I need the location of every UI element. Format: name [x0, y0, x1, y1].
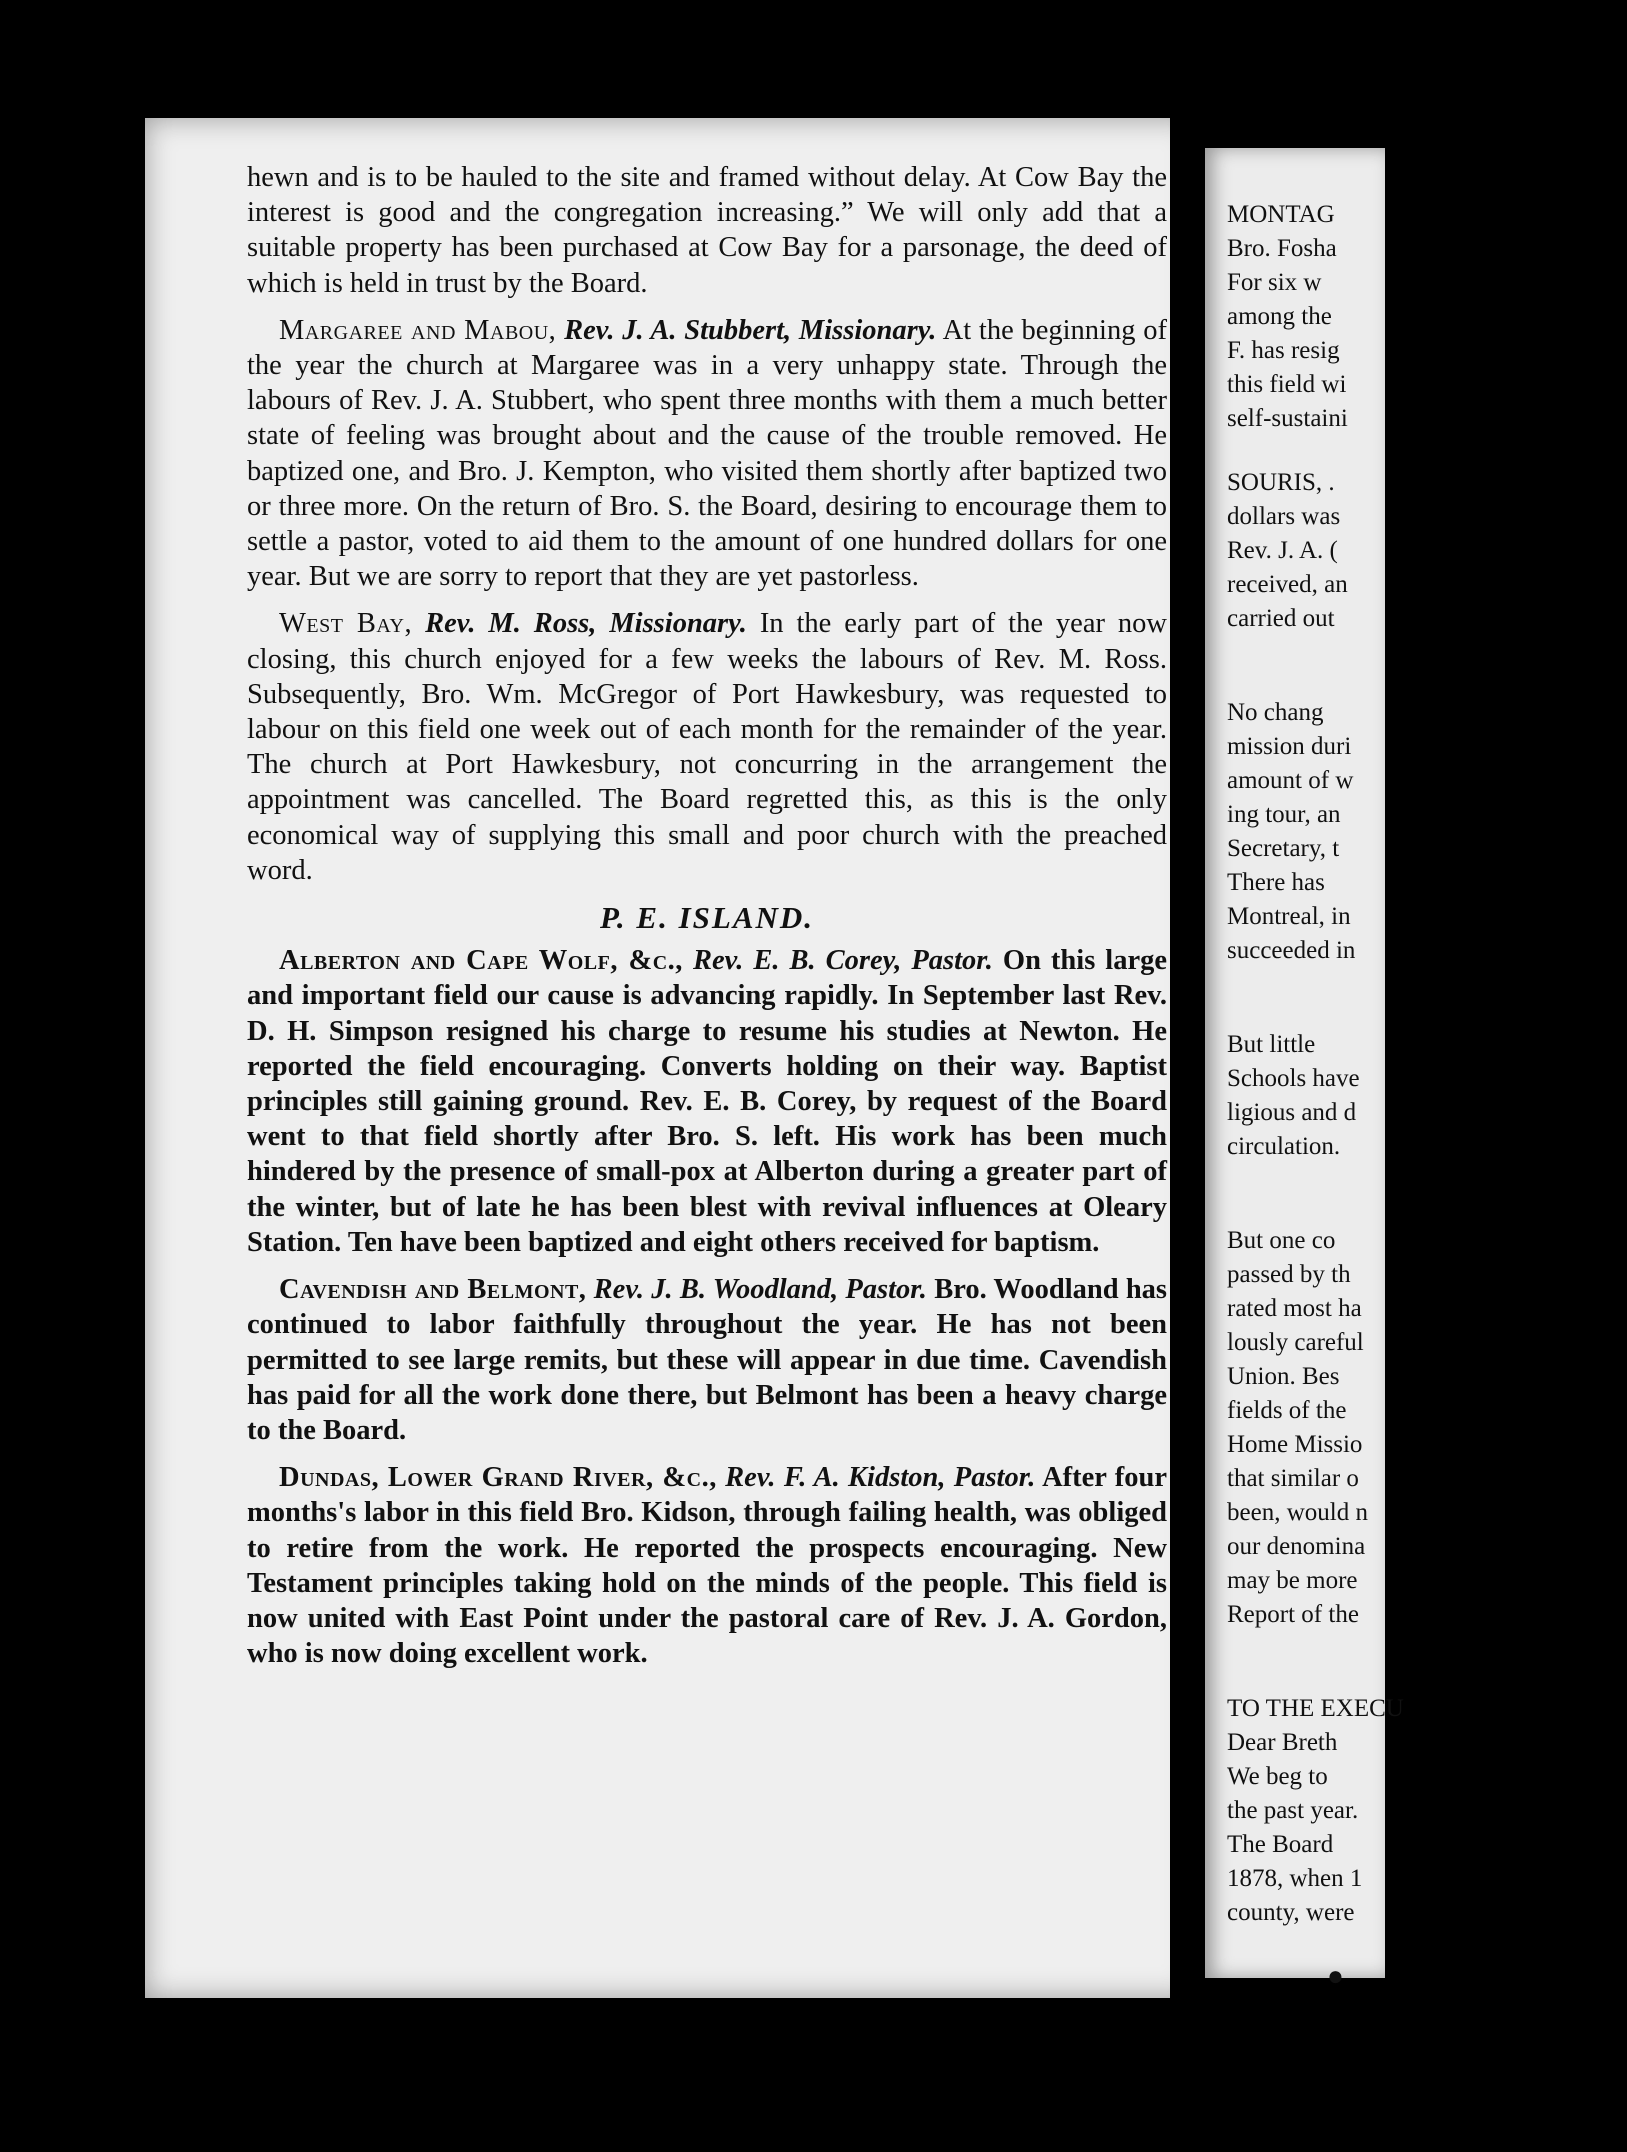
right-page-line: Report of the: [1227, 1601, 1359, 1628]
right-page-line: dollars was: [1227, 503, 1341, 530]
right-page-line: [1227, 666, 1627, 696]
right-page-line: the past year.: [1227, 1797, 1359, 1824]
right-page-line: Bro. Fosha: [1227, 235, 1337, 262]
right-page-line: mission duri: [1227, 733, 1352, 760]
paragraph-margaree: [247, 313, 1167, 595]
right-page-line: circulation.: [1227, 1133, 1341, 1160]
field-name: Alberton and Cape Wolf, &c.,: [279, 945, 683, 977]
right-page-line: We beg to: [1227, 1763, 1328, 1790]
right-page-line: carried out: [1227, 605, 1335, 632]
pastor-name: Rev. E. B. Corey, Pastor.: [692, 945, 993, 977]
right-page-line: 1878, when 1: [1227, 1865, 1363, 1892]
paragraph-body: On this large and important field our cause is advancing rapidly. In September last Rev. D. H. Simpson resigned his charge to resume his studies at Newton. He reported the field encouraging. Converts holding on their way. Baptist principles still gaining ground. Rev. E. B. Corey, by request of the Board went to that field shortly after Bro. S. left. His work has been much hindered by the presence of small-pox at Alberton during a greater part of the winter, but of late he has been blest with revival influences at Oleary Station. Ten have been baptized and eight others received for baptism.: [247, 945, 1168, 1258]
paragraph-cavendish: [247, 1272, 1167, 1448]
right-page-line: Schools have: [1227, 1065, 1360, 1092]
right-page-line: amount of w: [1227, 767, 1354, 794]
right-page-line: [1227, 1662, 1627, 1692]
right-page-line: fields of the: [1227, 1397, 1347, 1424]
right-page-line: There has: [1227, 869, 1325, 896]
book-page-right: [1205, 148, 1404, 1992]
paragraph-alberton: [247, 943, 1167, 1260]
right-page-line: Dear Breth: [1227, 1729, 1338, 1756]
right-page-line: [1227, 1930, 1627, 1960]
right-page-line: succeeded in: [1227, 937, 1356, 964]
field-name: Dundas, Lower Grand River, &c.,: [279, 1462, 717, 1494]
right-page-line: Montreal, in: [1227, 903, 1351, 930]
right-page-line: But one co: [1227, 1227, 1336, 1254]
pastor-name: Rev. F. A. Kidston, Pastor.: [725, 1462, 1036, 1494]
right-page-line: ●: [1327, 1961, 1344, 1992]
right-page-line: SOURIS, .: [1227, 469, 1335, 496]
pastor-name: Rev. M. Ross, Missionary.: [425, 608, 747, 640]
right-page-line: our denomina: [1227, 1533, 1366, 1560]
right-page-line: may be more: [1227, 1567, 1358, 1594]
right-page-line: [1227, 436, 1627, 466]
field-name: Margaree and Mabou,: [279, 314, 557, 346]
paragraph-west-bay: [247, 606, 1167, 888]
right-page-line: Home Missio: [1227, 1431, 1363, 1458]
book-gutter: [1170, 118, 1210, 1998]
pastor-name: Rev. J. A. Stubbert, Missionary.: [564, 314, 937, 346]
right-page-line: received, an: [1227, 571, 1348, 598]
paragraph-body: Bro. Woodland has continued to labor faithfully throughout the year. He has not been permitted to see large remits, but these will appear in due time. Cavendish has paid for all the work done there, but Belmont has been a heavy charge to the Board.: [247, 1274, 1168, 1446]
paragraph-body: After four months's labor in this field Bro. Kidson, through failing health, was obliged to retire from the work. He reported the prospects encouraging. New Testament principles taking hold on the minds of the people. This field is now united with East Point under the pastoral care of Rev. J. A. Gordon, who is now doing excellent work.: [247, 1462, 1168, 1670]
paragraph-body: In the early part of the year now closing, this church enjoyed for a few weeks the labours of Rev. M. Ross. Subsequently, Bro. Wm. McGregor of Port Hawkesbury, was requested to labour on this field one week out of each month for the remainder of the year. The church at Port Hawkesbury, not concurring in the arrangement the appointment was cancelled. The Board regretted this, as this is the only economical way of supplying this small and poor church with the preached word.: [247, 608, 1167, 886]
right-page-line: this field wi: [1227, 371, 1347, 398]
right-page-line: [1227, 1632, 1627, 1662]
right-page-line: [1227, 1164, 1627, 1194]
right-page-line: But little: [1227, 1031, 1316, 1058]
right-page-line: [1227, 1194, 1627, 1224]
right-page-line: Union. Bes: [1227, 1363, 1340, 1390]
right-page-line: been, would n: [1227, 1499, 1368, 1526]
paragraph-dundas: [247, 1460, 1167, 1671]
right-page-line: lously careful: [1227, 1329, 1364, 1356]
right-page-line: Rev. J. A. (: [1227, 537, 1338, 564]
right-page-line: [1227, 636, 1627, 666]
right-page-line: ligious and d: [1227, 1099, 1357, 1126]
book-page-left: [145, 118, 1195, 1998]
right-page-line: No chang: [1227, 699, 1324, 726]
section-heading: P. E. ISLAND.: [599, 900, 815, 936]
pastor-name: Rev. J. B. Woodland, Pastor.: [593, 1274, 927, 1306]
right-page-line: For six w: [1227, 269, 1322, 296]
right-page-line: self-sustaini: [1227, 405, 1348, 432]
field-name: Cavendish and Belmont,: [279, 1274, 587, 1306]
right-page-line: Secretary, t: [1227, 835, 1340, 862]
right-page-line: that similar o: [1227, 1465, 1359, 1492]
right-page-line: The Board: [1227, 1831, 1334, 1858]
field-name: West Bay,: [279, 608, 413, 640]
right-page-line: [1227, 998, 1627, 1028]
right-page-line: county, were: [1227, 1899, 1355, 1926]
right-page-line: passed by th: [1227, 1261, 1351, 1288]
paragraph-body: At the beginning of the year the church at Margaree was in a very unhappy state. Through the labours of Rev. J. A. Stubbert, who spent three months with them a much better state of feeling was brought about and the cause of the trouble removed. He baptized one, and Bro. J. Kempton, who visited them shortly after baptized two or three more. On the return of Bro. S. the Board, desiring to encourage them to settle a pastor, voted to aid them to the amount of one hundred dollars for one year. But we are sorry to report that they are yet pastorless.: [247, 314, 1167, 593]
right-page-line: among the: [1227, 303, 1332, 330]
right-page-line: F. has resig: [1227, 337, 1340, 364]
right-page-line: MONTAG: [1227, 201, 1335, 228]
right-page-line: rated most ha: [1227, 1295, 1362, 1322]
right-page-line: TO THE EXECU: [1227, 1695, 1404, 1722]
right-page-line: [1227, 968, 1627, 998]
paragraph-cow-bay: hewn and is to be hauled to the site and framed without delay. At Cow Bay the interest is good and the congregation increasing.” We will only add that a suitable property has been purchased at Cow Bay for a parsonage, the deed of which is held in trust by the Board.: [247, 162, 1167, 299]
right-page-line: ing tour, an: [1227, 801, 1341, 828]
right-text-column: [1227, 198, 1627, 1994]
text-column: [247, 160, 1167, 1683]
